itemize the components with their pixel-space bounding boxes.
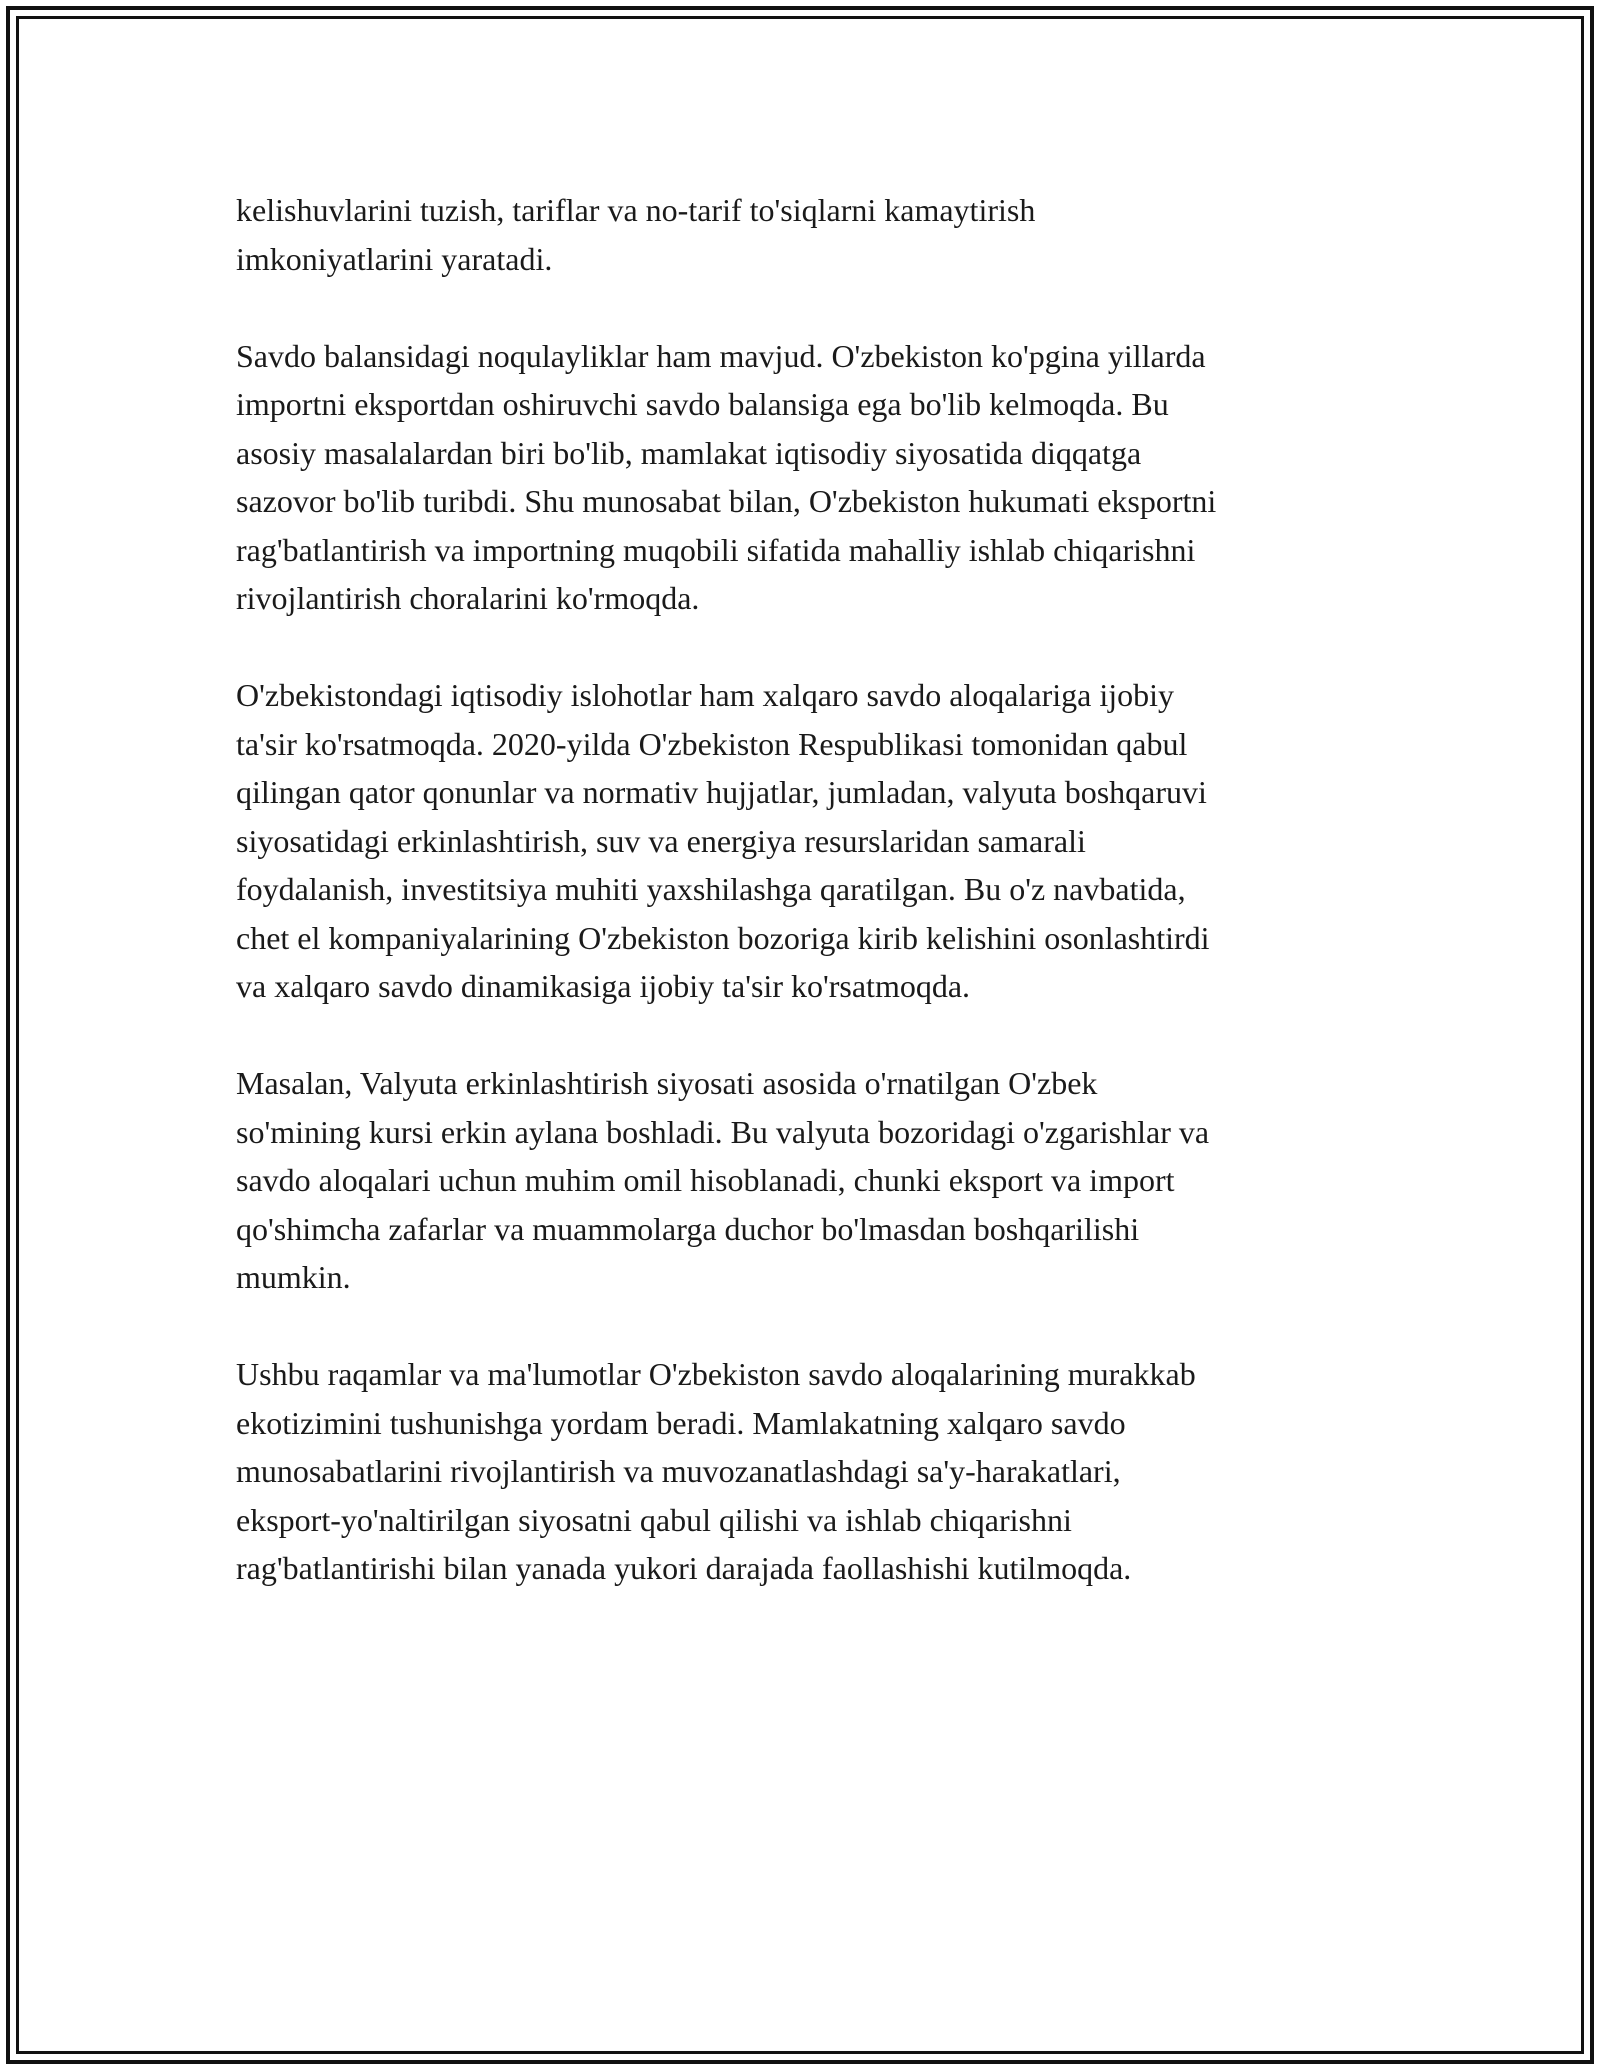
- paragraph-economic-reforms: O'zbekistondagi iqtisodiy islohotlar ham xalqaro savdo aloqalariga ijobiy ta'sir ko'rsatmoqda. 2020-yilda O'zbekiston Respublikasi tomonidan qabul qilingan qator qonunlar va normativ hujjatlar, jumladan, valyuta boshqaruvi siyosatidagi erkinlashtirish, suv va energiya resurslaridan samarali foydalanish, investitsiya muhiti yaxshilashga qaratilgan. Bu o'z navbatida, chet el kompaniyalarining O'zbekiston bozoriga kirib kelishini osonlashtirdi va xalqaro savdo dinamikasiga ijobiy ta'sir ko'rsatmoqda.: [236, 677, 1210, 1004]
- paragraph-conclusion: Ushbu raqamlar va ma'lumotlar O'zbekiston savdo aloqalarining murakkab ekotizimini tushunishga yordam beradi. Mamlakatning xalqaro savdo munosabatlarini rivojlantirish va muvozanatlashdagi sa'y-harakatlari, eksport-yo'naltirilgan siyosatni qabul qilishi va ishlab chiqarishni rag'batlantirishi bilan yanada yukori darajada faollashishi kutilmoqda.: [236, 1356, 1196, 1586]
- paragraph-trade-agreements: kelishuvlarini tuzish, tariflar va no-tarif to'siqlarni kamaytirish imkoniyatlarini yaratadi.: [236, 192, 1036, 277]
- paragraph-currency-liberalization: Masalan, Valyuta erkinlashtirish siyosati asosida o'rnatilgan O'zbek so'mining kursi erkin aylana boshladi. Bu valyuta bozoridagi o'zgarishlar va savdo aloqalari uchun muhim omil hisoblanadi, chunki eksport va import qo'shimcha zafarlar va muammolarga duchor bo'lmasdan boshqarilishi mumkin.: [236, 1065, 1210, 1295]
- paragraph-trade-balance: Savdo balansidagi noqulayliklar ham mavjud. O'zbekiston ko'pgina yillarda importni eksportdan oshiruvchi savdo balansiga ega bo'lib kelmoqda. Bu asosiy masalalardan biri bo'lib, mamlakat iqtisodiy siyosatida diqqatga sazovor bo'lib turibdi. Shu munosabat bilan, O'zbekiston hukumati eksportni rag'batlantirish va importning muqobili sifatida mahalliy ishlab chiqarishni rivojlantirish choralarini ko'rmoqda.: [236, 337, 1217, 616]
- document-body: [236, 186, 1386, 1641]
